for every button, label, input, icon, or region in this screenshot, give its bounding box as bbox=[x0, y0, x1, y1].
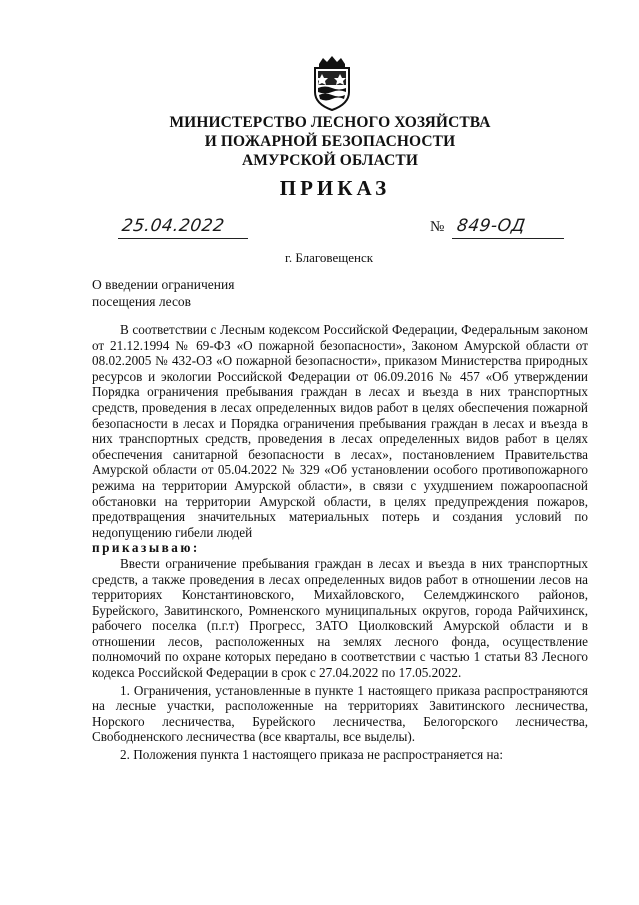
ministry-name bbox=[120, 113, 540, 170]
city-name: г. Благовещенск bbox=[285, 250, 374, 265]
handwritten-order-number: 849-ОД bbox=[455, 216, 527, 236]
date-underline bbox=[118, 238, 248, 239]
number-sign: № bbox=[430, 219, 445, 235]
order-subject bbox=[92, 276, 312, 310]
number-underline bbox=[452, 238, 564, 239]
subject-line: О введении ограничения bbox=[92, 277, 235, 292]
ministry-line: АМУРСКОЙ ОБЛАСТИ bbox=[242, 152, 418, 169]
order-body bbox=[92, 322, 588, 763]
intro-paragraph: Ввести ограничение пребывания граждан в лесах и въезда в них транспортных средств, а также проведения в лесах определенных видов работ в отношении лесов на территориях Константиновского, Михайловского, Селемджинского районов, Бурейского, Завитинского, Ромненского муниципальных округов, города Райчихинск, рабочего поселка (п.г.т) Прогресс, ЗАТО Циолковский Амурской области и в отношении лесов, расположенных на землях лесного фонда, осуществление полномочий по охране которых передано в соответствии с частью 1 статьи 83 Лесного кодекса Российской Федерации в срок с 27.04.2022 по 17.05.2022. bbox=[92, 555, 588, 681]
document-type-title: ПРИКАЗ bbox=[279, 176, 391, 200]
subject-line: посещения лесов bbox=[92, 294, 192, 309]
ministry-line: МИНИСТЕРСТВО ЛЕСНОГО ХОЗЯЙСТВА bbox=[169, 114, 491, 131]
preamble-paragraph: В соответствии с Лесным кодексом Российской Федерации, Федеральным законом от 21.12.1994 № 69-ФЗ «О пожарной безопасности», Законом Амурской области от 08.02.2005 № 432-ОЗ «О пожарной безопасности», приказом Министерства природных ресурсов и экологии Российской Федерации от 06.09.2016 № 457 «Об утверждении Порядка ограничения пребывания граждан в лесах и въезда в них транспортных средств, проведения в лесах определенных видов работ в целях обеспечения пожарной безопасности в лесах и Порядка ограничения пребывания граждан в лесах и въезда в них транспортных средств, проведения в лесах определенных видов работ в целях обеспечения санитарной безопасности в лесах», постановлением Правительства Амурской области от 05.04.2022 № 329 «Об установлении особого противопожарного режима на территории Амурской области», в связи с ухудшением пожароопасной обстановки на территории Амурской области, в целях предупреждения пожаров, предотвращения значительных материальных потерь и создания условий по недопущению гибели людей bbox=[92, 322, 588, 540]
item-2-paragraph: 2. Положения пункта 1 настоящего приказа не распространяется на: bbox=[120, 747, 504, 763]
order-directive: приказываю: bbox=[92, 540, 200, 556]
amur-region-coat-of-arms-icon bbox=[309, 52, 355, 112]
handwritten-date: 25.04.2022 bbox=[120, 216, 226, 236]
item-1-paragraph: 1. Ограничения, установленные в пункте 1 настоящего приказа распространяются на лесные участки, расположенные на территориях Завитинского лесничества, Норского лесничества, Бурейского лесничества, Белогорского лесничества, Свободненского лесничества (все кварталы, все выделы). bbox=[92, 682, 588, 745]
ministry-line: И ПОЖАРНОЙ БЕЗОПАСНОСТИ bbox=[204, 133, 456, 150]
